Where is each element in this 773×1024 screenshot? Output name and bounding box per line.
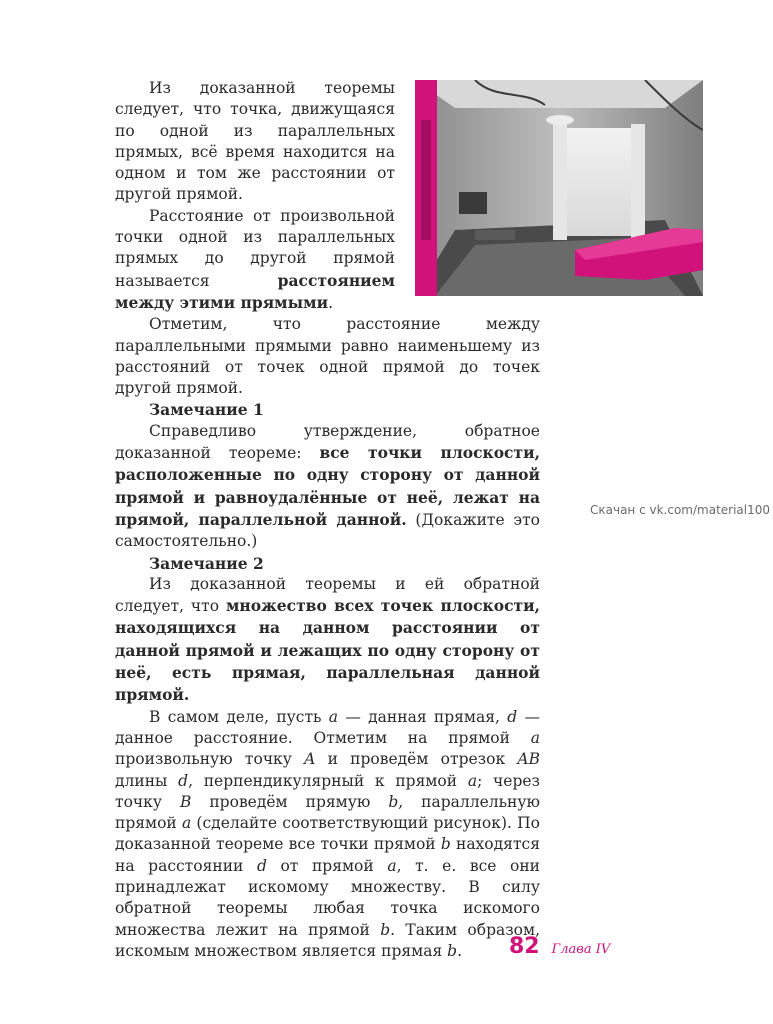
- proof-text: (сделайте соответствующий рисунок). По доказанной теореме все точки прямой: [115, 814, 540, 854]
- paragraph-3: Отметим, что расстояние между параллельными прямыми равно наименьшему из расстояний от точек одной прямой до точек другой прямой.: [115, 315, 540, 398]
- remark-1-heading: Замечание 1: [149, 400, 264, 420]
- paragraph-1: Из доказанной теоремы следует, что точка, движущаяся по одной из параллельных прямых, всё время находится на одном и том же расстоянии от другой прямой.: [115, 79, 395, 204]
- var-a: a: [328, 707, 339, 726]
- var-A: A: [304, 750, 316, 769]
- var-AB: AB: [517, 750, 540, 769]
- proof-text: ; через точку: [115, 771, 540, 811]
- proof-text: В самом деле, пусть: [149, 707, 329, 726]
- r1-note: (Докажите это самостоятельно.): [115, 510, 540, 551]
- p2-text: Расстояние от произвольной точки одной из параллельных прямых до другой прямой называется: [115, 206, 395, 290]
- remark-2-heading: Замечание 2: [149, 553, 264, 573]
- var-a: a: [387, 856, 397, 875]
- var-d: d: [507, 707, 518, 726]
- proof-text: от прямой: [266, 856, 388, 875]
- body-text: [115, 78, 540, 962]
- side-watermark: Скачан с vk.com/material100: [590, 503, 771, 517]
- r1-intro: Справедливо утверждение, обратное доказанной теореме:: [115, 421, 540, 463]
- p2-end: .: [328, 293, 334, 312]
- proof-text: произвольную точку: [115, 750, 305, 769]
- term-distance-between-lines: расстоянием между этими прямыми: [115, 270, 395, 312]
- proof-text: и проведём отрезок: [315, 750, 518, 769]
- proof-text: . Таким образом, искомым множеством является прямая: [115, 920, 540, 960]
- var-a: a: [181, 814, 192, 833]
- proof-text: — данное расстояние. Отметим на прямой: [115, 707, 540, 747]
- var-b: b: [380, 920, 391, 939]
- page-footer: [509, 934, 610, 959]
- proof-text: .: [457, 941, 463, 960]
- paragraph-proof: [115, 707, 540, 963]
- var-d: d: [256, 856, 267, 875]
- var-b: b: [388, 792, 399, 811]
- var-a: a: [530, 728, 540, 747]
- r2-intro: Из доказанной теоремы и ей обратной следует, что: [115, 574, 540, 616]
- paragraph-2: [115, 206, 395, 314]
- var-a: a: [467, 771, 478, 790]
- proof-text: , параллельную прямой: [115, 792, 541, 833]
- proof-text: длины: [115, 771, 179, 790]
- var-b: b: [440, 835, 451, 854]
- proof-text: проведём прямую: [191, 792, 389, 811]
- remark-1-text: [115, 421, 540, 553]
- page-number: 82: [509, 934, 540, 959]
- proof-text: , т. е. все они принадлежат искомому множеству. В силу обратной теоремы любая точка искомого множества лежит на прямой: [115, 856, 540, 939]
- chapter-label: Глава IV: [551, 942, 611, 957]
- remark-2-text: [115, 574, 540, 707]
- r1-statement: все точки плоскости, расположенные по одну сторону от данной прямой и равноудалённые от неё, лежат на прямой, параллельной данной.: [115, 443, 540, 529]
- var-B: B: [179, 792, 192, 811]
- r2-statement: множество всех точек плоскости, находящихся на данном расстоянии от данной прямой и лежащих по одну сторону от неё, есть прямая, параллельная данной прямой.: [115, 596, 541, 705]
- proof-text: — данная прямая,: [338, 707, 508, 726]
- var-d: d: [178, 771, 189, 790]
- var-b: b: [447, 941, 458, 960]
- proof-text: , перпендикулярный к прямой: [188, 771, 468, 790]
- proof-text: находятся на расстоянии: [115, 835, 540, 875]
